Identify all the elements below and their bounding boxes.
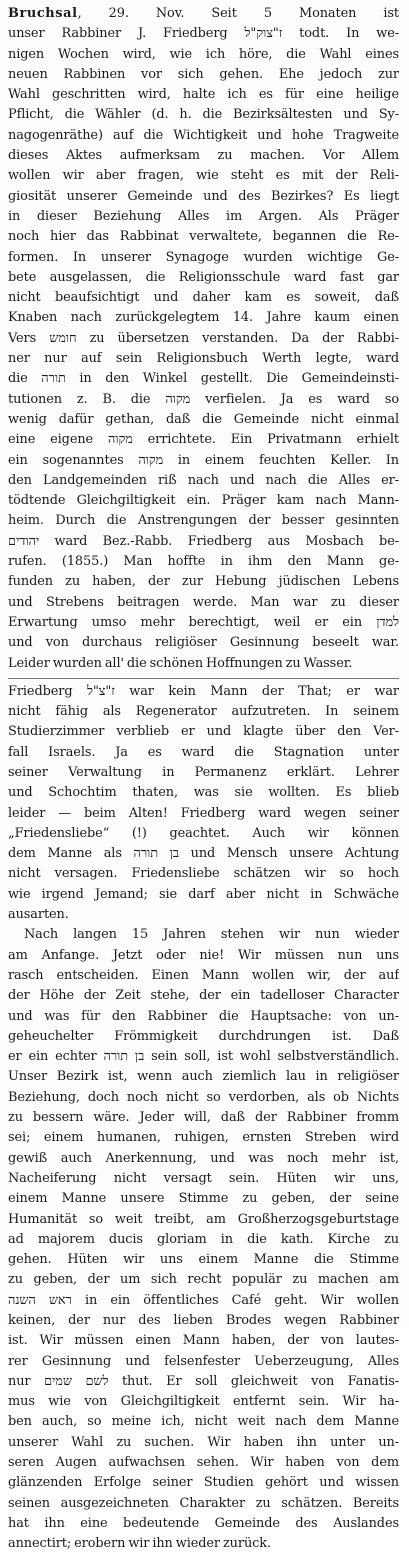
paragraph-line: nigen Wochen wird, wie ich höre, die Wahl eines xyxy=(8,46,399,62)
paragraph-line: Nach langen 15 Jahren stehen wir nun wieder xyxy=(24,927,399,943)
paragraph-line: geheuchelter Frömmigkeit durchdrungen ist. Daß xyxy=(8,1028,399,1044)
paragraph-line: Humanität so weit treibt, am Großherzogsgeburtstage xyxy=(8,1211,399,1227)
paragraph-line: eine eigene מקוה errichtete. Ein Privatmann erhielt xyxy=(8,432,399,448)
paragraph-line: seinen ausgezeichneten Charakter zu schätzen. Bereits xyxy=(8,1495,399,1511)
paragraph-line: wie irgend Jemand; sie darf aber nicht in Schwäche xyxy=(8,886,399,902)
paragraph-line: der Höhe der Zeit stehe, der ein tadelloser Character xyxy=(8,988,399,1004)
column-rule xyxy=(8,678,399,679)
paragraph-line: „Friedensliebe“ (!) geachtet. Auch wir können xyxy=(8,825,399,841)
paragraph-line: wollen wir aber fragen, wie steht es mit der Reli- xyxy=(8,168,399,184)
paragraph-line: leider — beim Alten! Friedberg ward wegen seiner xyxy=(8,805,399,821)
paragraph-line: bete ausgelassen, die Religionsschule ward fast gar xyxy=(8,269,399,285)
paragraph-line: wenig dafür gethan, daß die Gemeinde nicht einmal xyxy=(8,411,399,427)
paragraph-line: ad majorem ducis gloriam in die kath. Kirche zu xyxy=(8,1231,399,1247)
paragraph-line: den Landgemeinden riß nach und nach die Alles er- xyxy=(8,472,399,488)
paragraph-line: neuen Rabbinen vor sich gehen. Ehe jedoch zur xyxy=(8,66,399,82)
paragraph-line: Unser Bezirk ist, wenn auch ziemlich lau in religiöser xyxy=(8,1069,399,1085)
paragraph-line: Beziehung, doch noch nicht so verdorben, als ob Nichts xyxy=(8,1089,399,1105)
paragraph-line: noch hier das Rabbinat verwaltete, begannen die Re- xyxy=(8,229,399,245)
paragraph-line: giosität unserer Gemeinde und des Bezirkes? Es liegt xyxy=(8,188,399,204)
paragraph-line xyxy=(8,4,399,24)
paragraph-line: formen. In unserer Synagoge wurden wichtige Ge- xyxy=(8,249,399,265)
paragraph-line: glänzenden Erfolge seiner Studien gehört und wissen xyxy=(8,1475,399,1491)
paragraph-line: unser Rabbiner J. Friedberg ז"צוק"ל todt. In we- xyxy=(8,26,399,42)
paragraph-line: dem Manne als בן תורה und Mensch unsere Achtung xyxy=(8,846,399,862)
paragraph-line: sei; einem humanen, ruhigen, ernsten Streben wird xyxy=(8,1130,399,1146)
paragraph-line: gewiß auch Anerkennung, und was noch mehr ist, xyxy=(8,1150,399,1166)
paragraph-line: ner nur auf sein Religionsbuch Werth legte, ward xyxy=(8,351,399,367)
paragraph-line: und Schochtim thaten, was sie wollten. Es blieb xyxy=(8,785,399,801)
paragraph-line: funden zu haben, der zur Hebung jüdischen Lebens xyxy=(8,574,399,590)
paragraph-line: ein sogenanntes מקוה in einem feuchten Keller. In xyxy=(8,452,399,468)
paragraph-line: Vers חומש zu übersetzen verstanden. Da der Rabbi- xyxy=(8,330,399,346)
paragraph-line: Nacheiferung nicht versagt sein. Hüten wir uns, xyxy=(8,1170,399,1186)
paragraph-line: einem Manne unsere Stimme zu geben, der seine xyxy=(8,1191,399,1207)
paragraph-line: tutionen z. B. die מקוה verfielen. Ja es ward so xyxy=(8,391,399,407)
paragraph-1 xyxy=(8,4,399,674)
paragraph-line: heim. Durch die Anstrengungen der besser gesinnten xyxy=(8,513,399,529)
paragraph-line: ben auch, so meine ich, nicht weit nach dem Manne xyxy=(8,1414,399,1430)
paragraph-line: יהודים ward Bez.-Rabb. Friedberg aus Mosbach be- xyxy=(8,533,399,549)
paragraph-2 xyxy=(8,682,399,926)
paragraph-line: nur לשם שמים thut. Er soll gleichweit von Fanatis- xyxy=(8,1373,399,1389)
paragraph-line: zu bessern wäre. Jeder will, daß der Rabbiner fromm xyxy=(8,1110,399,1126)
paragraph-line: und was für den Rabbiner die Hauptsache: von un- xyxy=(8,1008,399,1024)
paragraph-line: ausarten. xyxy=(8,907,69,923)
paragraph-line: mus wie von Gleichgiltigkeit entfernt sein. Wir ha- xyxy=(8,1394,399,1410)
paragraph-line: ist. Wir müssen einen Mann haben, der von lautes- xyxy=(8,1333,399,1349)
paragraph-line: und von durchaus religiöser Gesinnung beseelt war. xyxy=(8,635,399,651)
paragraph-line: in dieser Beziehung Alles im Argen. Als Präger xyxy=(8,208,399,224)
article xyxy=(8,4,399,1555)
paragraph-line: seiner Verwaltung in Permanenz erklärt. Lehrer xyxy=(8,764,399,780)
paragraph-line: er ein echter בן תורה sein soll, ist wohl selbstverständlich. xyxy=(8,1049,399,1065)
paragraph-line: rufen. (1855.) Man hoffte in ihm den Mann ge- xyxy=(8,554,399,570)
paragraph-line: zu geben, der um sich recht populär zu machen am xyxy=(8,1272,399,1288)
paragraph-line: nicht versagen. Friedensliebe schätzen wir so hoch xyxy=(8,866,399,882)
paragraph-line: Wahl geschritten wird, halte ich es für eine heilige xyxy=(8,87,399,103)
paragraph-line: Pflicht, die Wähler (d. h. die Bezirksältesten und Sy- xyxy=(8,107,399,123)
paragraph-line: fall Israels. Ja es ward die Stagnation unter xyxy=(8,744,399,760)
paragraph-line: ראש השנה in ein öffentliches Café geht. Wir wollen xyxy=(8,1292,399,1308)
paragraph-line: gehen. Hüten wir uns einem Manne die Stimme xyxy=(8,1252,399,1268)
paragraph-line: rasch entscheiden. Einen Mann wollen wir, der auf xyxy=(8,967,399,983)
paragraph-line: Knaben nach zurückgelegtem 14. Jahre kaum einen xyxy=(8,310,399,326)
paragraph-line: annectirt; erobern wir ihn wieder zurück. xyxy=(8,1536,271,1552)
paragraph-line: Leider wurden all' die schönen Hoffnungen zu Wasser. xyxy=(8,655,353,671)
paragraph-line: unserer Wahl zu suchen. Wir haben ihn unter un- xyxy=(8,1434,399,1450)
paragraph-line: rer Gesinnung und felsenfester Ueberzeugung, Alles xyxy=(8,1353,399,1369)
paragraph-line: am Anfange. Jetzt oder nie! Wir müssen nun uns xyxy=(8,947,399,963)
paragraph-line: die תורה in den Winkel gestellt. Die Gemeindeinsti- xyxy=(8,371,399,387)
paragraph-line: nagogenräthe) auf die Wichtigkeit und hohe Tragweite xyxy=(8,127,399,143)
paragraph-line: seren Augen aufwachsen sehen. Wir haben von dem xyxy=(8,1455,399,1471)
paragraph-line: nicht beaufsichtigt und daher kam es soweit, daß xyxy=(8,290,399,306)
paragraph-line: dieses Aktes aufmerksam zu machen. Vor Allem xyxy=(8,148,399,164)
paragraph-line: keinen, der nur des lieben Brodes wegen Rabbiner xyxy=(8,1313,399,1328)
paragraph-3 xyxy=(8,925,399,1554)
paragraph-line: Studierzimmer verblieb er und klagte über den Ver- xyxy=(8,724,399,740)
paragraph-line: tödtende Gleichgiltigkeit ein. Präger kam nach Mann- xyxy=(8,493,399,509)
paragraph-line: Erwartung umso mehr berechtigt, weil er ein למדן xyxy=(8,614,399,630)
paragraph-line: nicht fähig als Regenerator aufzutreten. In seinem xyxy=(8,704,399,720)
dateline-text: , 29. Nov. Seit 5 Monaten ist xyxy=(77,6,399,21)
paragraph-line: Friedberg ז"צ"ל war kein Mann der That; er war xyxy=(8,683,399,699)
paragraph-line: und Strebens beitragen werde. Man war zu dieser xyxy=(8,594,399,610)
dateline-place: Bruchsal xyxy=(8,6,78,21)
paragraph-line: hat ihn eine bedeutende Gemeinde des Auslandes xyxy=(8,1515,399,1531)
